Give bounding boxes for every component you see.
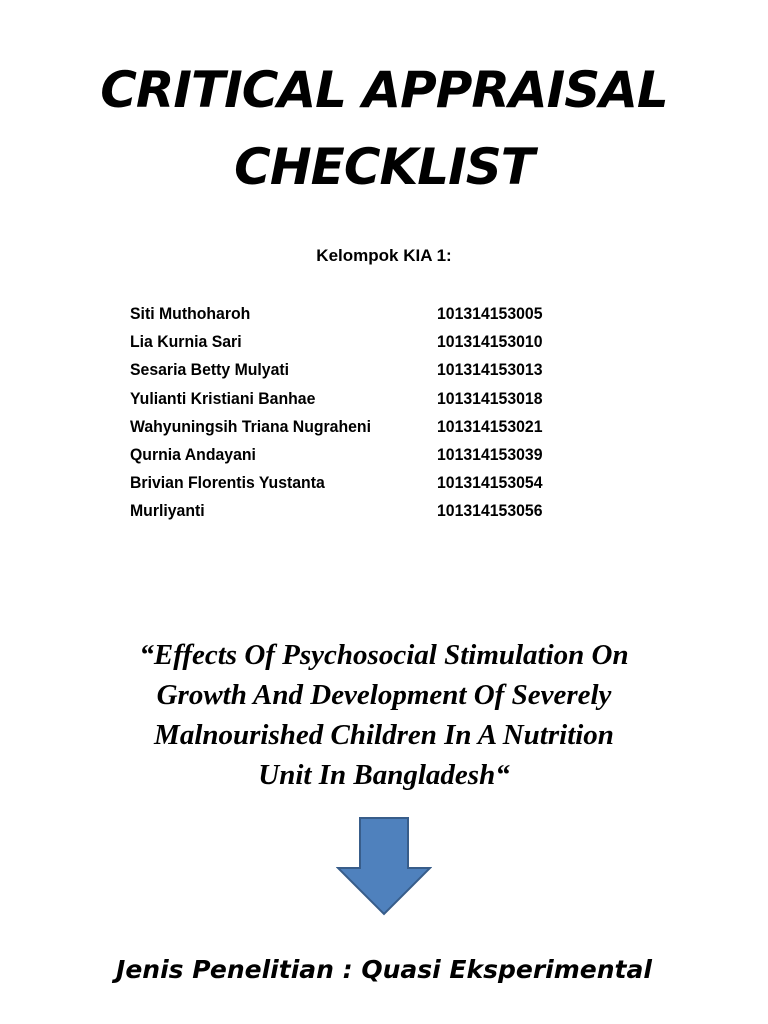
member-row (130, 413, 550, 441)
member-name: Murliyanti (130, 501, 205, 521)
title-line-2: CHECKLIST (234, 138, 534, 196)
member-id: 101314153021 (437, 416, 543, 436)
member-id: 101314153056 (437, 501, 543, 521)
study-title (60, 635, 708, 795)
member-row (130, 441, 550, 469)
member-name: Siti Muthoharoh (130, 304, 251, 323)
study-title-line-4: Unit In Bangladesh“ (258, 759, 510, 791)
member-id: 101314153039 (437, 444, 543, 464)
member-name: Yulianti Kristiani Banhae (130, 388, 316, 408)
research-type: Jenis Penelitian : Quasi Eksperimental (116, 955, 652, 984)
member-row (130, 300, 550, 328)
group-label: Kelompok KIA 1: (316, 246, 452, 265)
study-title-line-2: Growth And Development Of Severely (156, 679, 612, 711)
member-id: 101314153010 (437, 332, 543, 352)
member-row (130, 328, 550, 356)
member-row (130, 356, 550, 384)
member-row (130, 469, 550, 497)
member-id: 101314153013 (437, 360, 543, 380)
document-title (0, 52, 768, 206)
study-title-line-3: Malnourished Children In A Nutrition (154, 719, 614, 751)
member-id: 101314153005 (437, 304, 543, 323)
study-title-line-1: “Effects Of Psychosocial Stimulation On (139, 639, 629, 671)
member-row (130, 497, 550, 525)
member-id: 101314153018 (437, 388, 543, 408)
member-name: Brivian Florentis Yustanta (130, 473, 325, 493)
member-name: Sesaria Betty Mulyati (130, 360, 290, 380)
title-line-1: CRITICAL APPRAISAL (100, 61, 668, 119)
member-name: Wahyuningsih Triana Nugraheni (130, 416, 371, 436)
member-list (130, 300, 550, 526)
member-name: Qurnia Andayani (130, 444, 256, 464)
member-id: 101314153054 (437, 473, 543, 493)
down-arrow-icon (336, 816, 432, 916)
down-arrow-shape (338, 818, 430, 914)
member-name: Lia Kurnia Sari (130, 332, 242, 352)
member-row (130, 385, 550, 413)
